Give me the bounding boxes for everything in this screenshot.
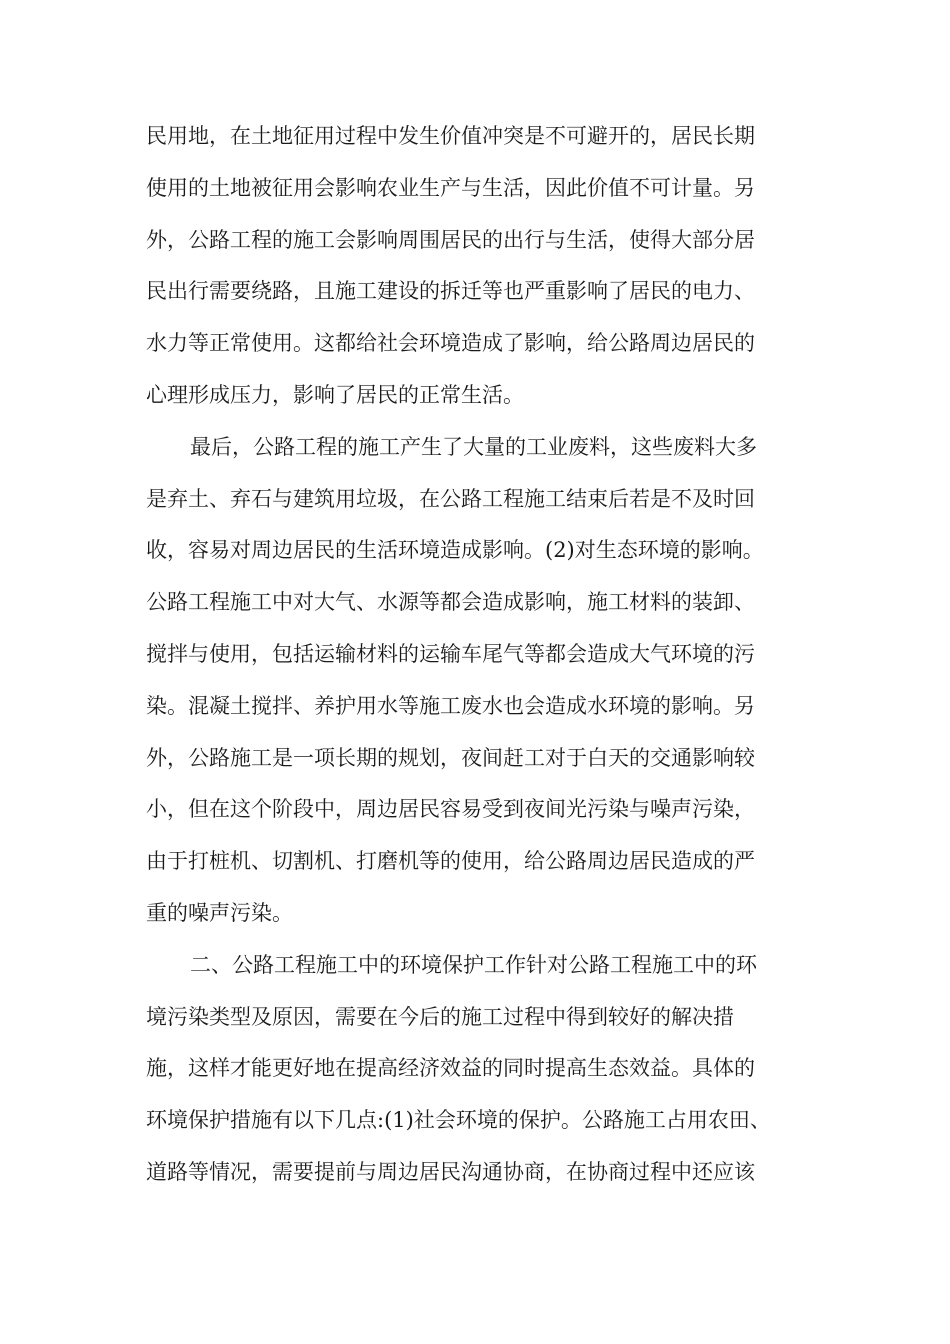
text-line: 民出行需要绕路，且施工建设的拆迁等也严重影响了居民的电力、 xyxy=(146,279,755,304)
text-line: 民用地，在土地征用过程中发生价值冲突是不可避开的，居民长期 xyxy=(146,124,755,148)
paragraph-3 xyxy=(146,944,806,1203)
text-line: 境污染类型及原因，需要在今后的施工过程中得到较好的解决措 xyxy=(146,1004,734,1029)
text-line: 道路等情况，需要提前与周边居民沟通协商，在协商过程中还应该 xyxy=(146,1159,755,1184)
text-line: 染。混凝土搅拌、养护用水等施工废水也会造成水环境的影响。另 xyxy=(146,693,755,718)
text-line: 收，容易对周边居民的生活环境造成影响。(2)对生态环境的影响。 xyxy=(146,538,764,563)
paragraph-2 xyxy=(146,426,806,944)
text-line: 搅拌与使用，包括运输材料的运输车尾气等都会造成大气环境的污 xyxy=(146,641,755,666)
text-line: 由于打桩机、切割机、打磨机等的使用，给公路周边居民造成的严 xyxy=(146,849,755,874)
text-line: 外，公路工程的施工会影响周围居民的出行与生活，使得大部分居 xyxy=(146,227,755,252)
text-line: 小，但在这个阶段中，周边居民容易受到夜间光污染与噪声污染， xyxy=(146,797,755,822)
text-line: 二、公路工程施工中的环境保护工作针对公路工程施工中的环 xyxy=(190,952,757,977)
text-line: 环境保护措施有以下几点:(1)社会环境的保护。公路施工占用农田、 xyxy=(146,1108,771,1133)
text-line: 水力等正常使用。这都给社会环境造成了影响，给公路周边居民的 xyxy=(146,331,755,356)
text-line: 公路工程施工中对大气、水源等都会造成影响，施工材料的装卸、 xyxy=(146,590,755,615)
text-line: 外，公路施工是一项长期的规划，夜间赶工对于白天的交通影响较 xyxy=(146,745,755,770)
text-line: 重的噪声污染。 xyxy=(146,900,293,925)
text-line: 施，这样才能更好地在提高经济效益的同时提高生态效益。具体的 xyxy=(146,1056,755,1081)
text-line: 使用的土地被征用会影响农业生产与生活，因此价值不可计量。另 xyxy=(146,175,755,200)
paragraph-1 xyxy=(146,115,806,426)
text-line: 心理形成压力，影响了居民的正常生活。 xyxy=(146,382,524,407)
text-line: 是弃土、弃石与建筑用垃圾，在公路工程施工结束后若是不及时回 xyxy=(146,486,755,511)
body-text xyxy=(146,115,806,1203)
text-line: 最后，公路工程的施工产生了大量的工业废料，这些废料大多 xyxy=(190,434,757,459)
